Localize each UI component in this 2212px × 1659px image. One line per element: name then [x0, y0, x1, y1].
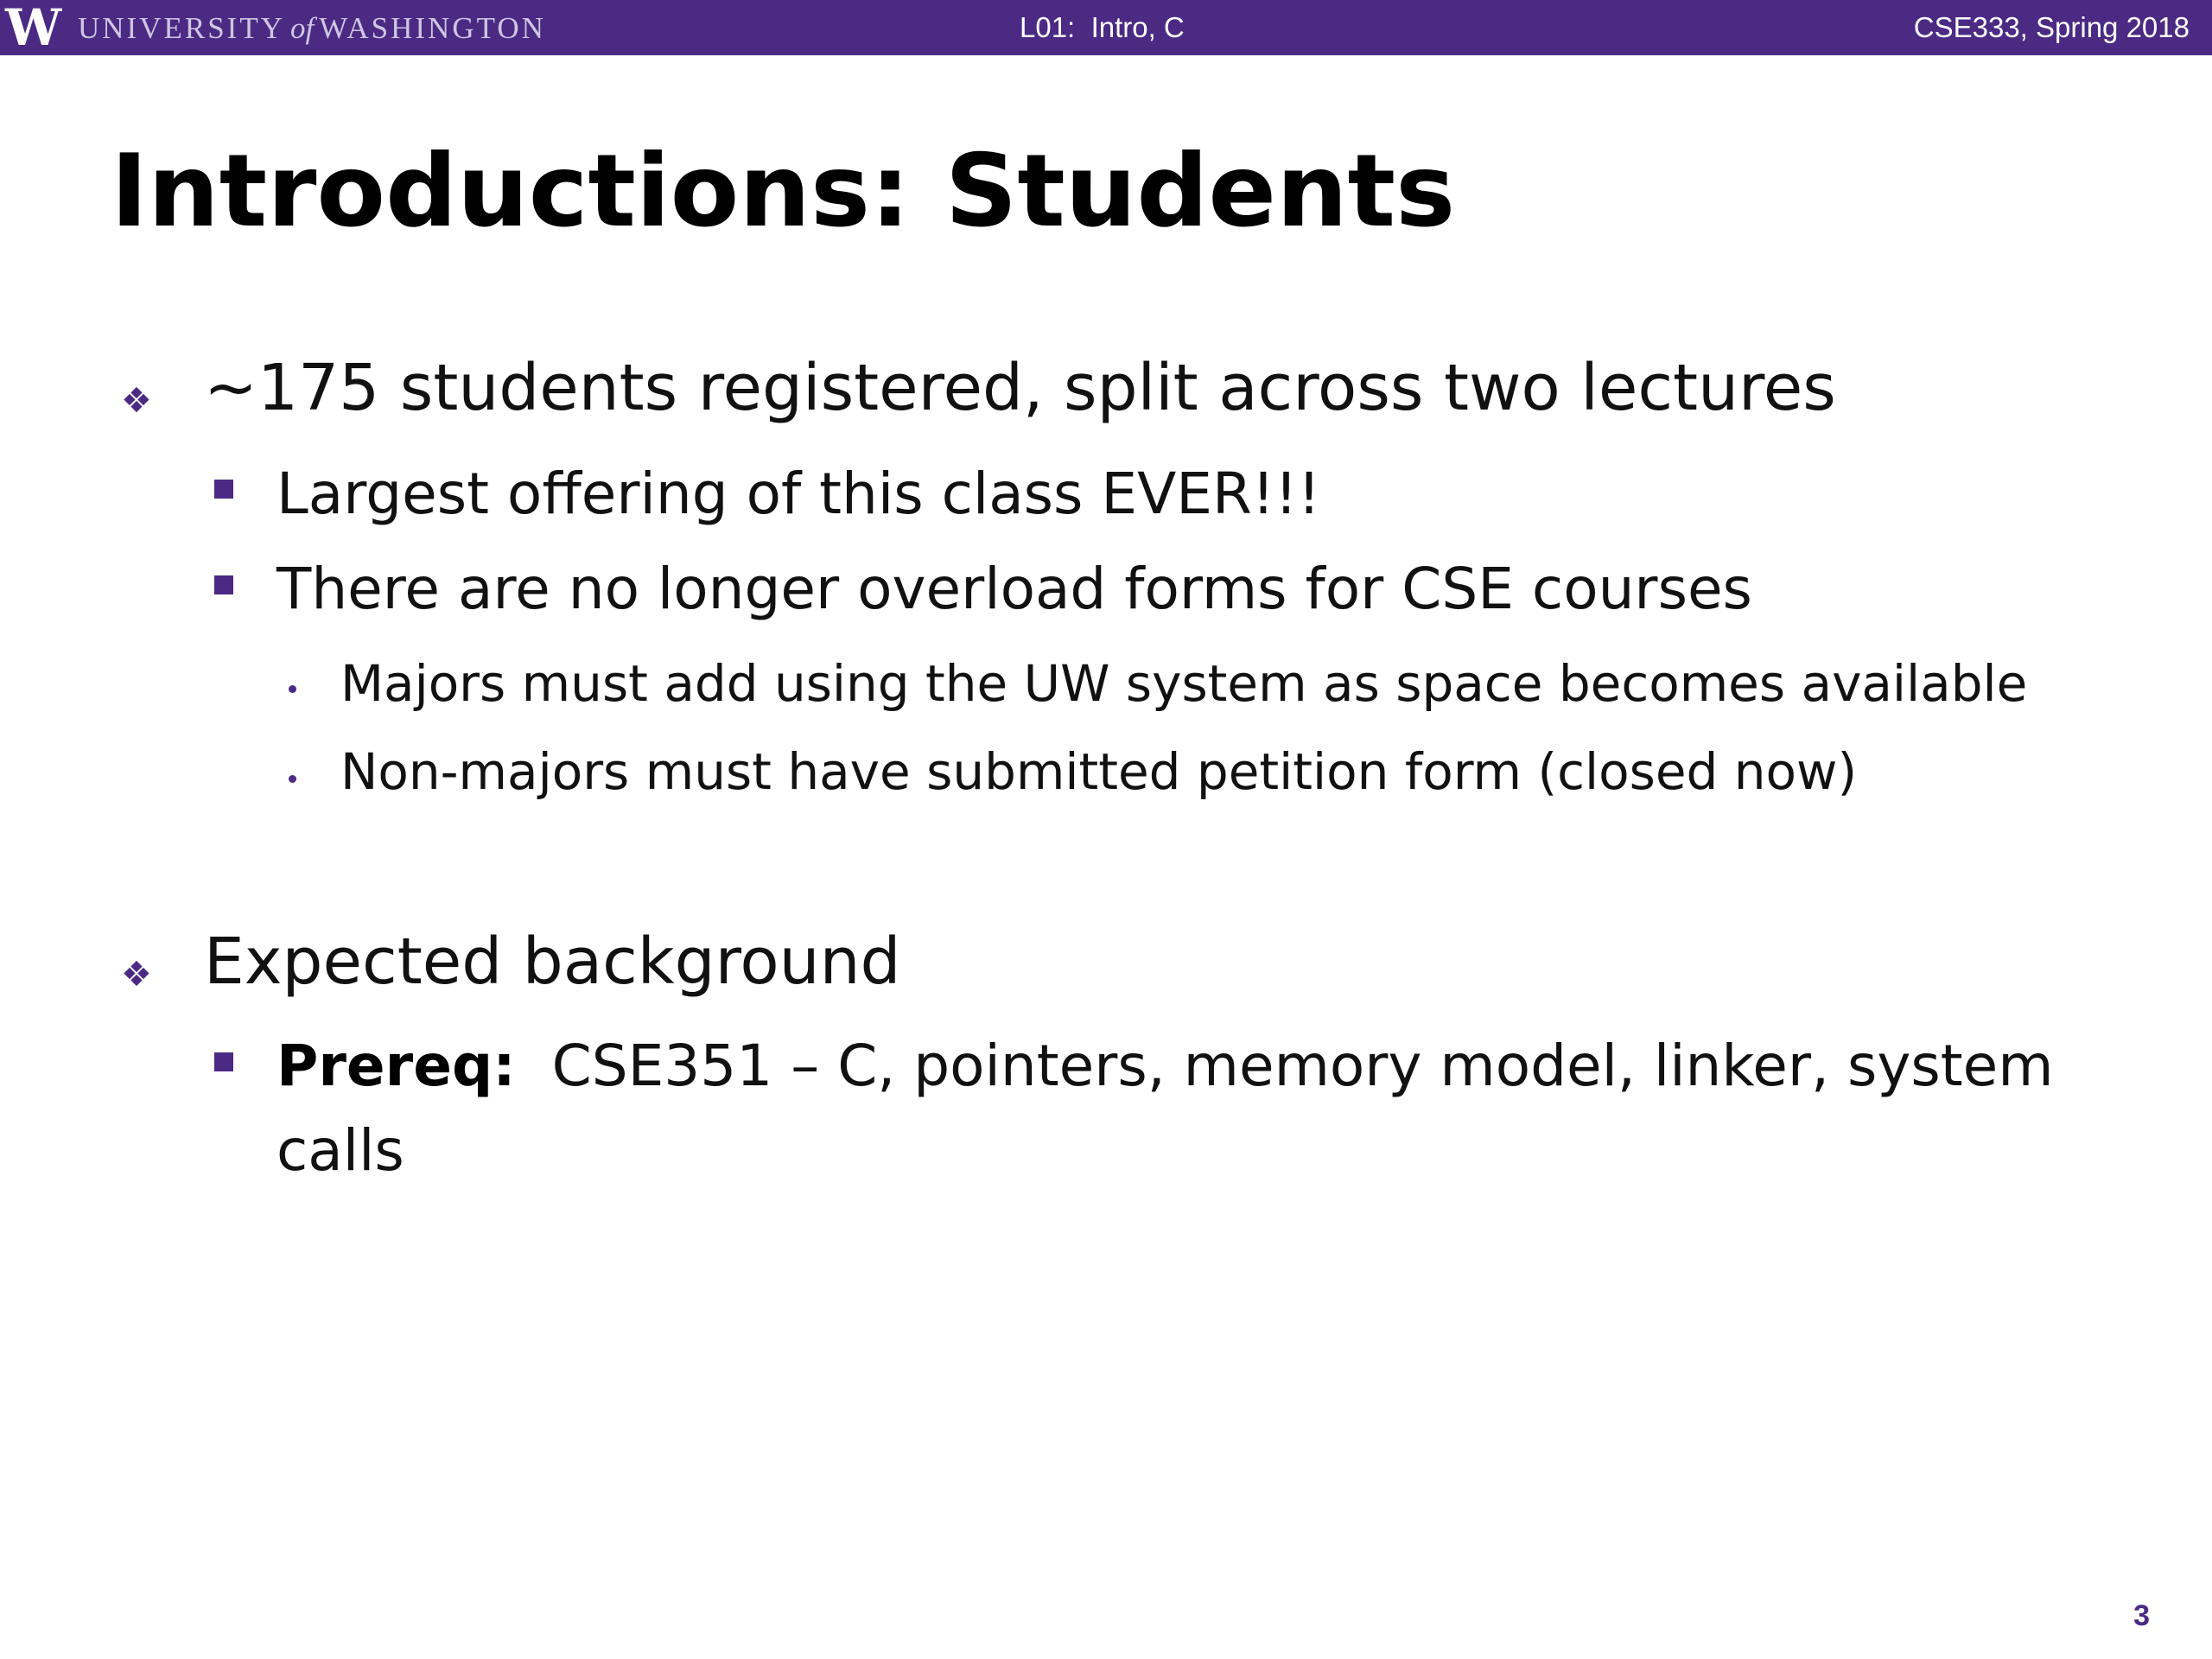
university-name-part1: UNIVERSITY [78, 11, 285, 45]
four-diamond-bullet-icon: ❖ [121, 955, 152, 995]
square-bullet-icon [214, 575, 233, 594]
lecture-label: L01: Intro, C [1020, 11, 1185, 43]
header-bar [0, 0, 2212, 55]
university-name [78, 0, 546, 55]
sub-bullet-overload-forms: There are no longer overload forms for CSE courses [276, 556, 1752, 622]
four-diamond-bullet-icon: ❖ [121, 381, 152, 421]
page-number: 3 [2133, 1599, 2150, 1632]
university-name-of: of [289, 11, 315, 45]
dot-bullet-icon [289, 685, 296, 693]
university-name-part2: WASHINGTON [319, 11, 546, 45]
sub-sub-bullet-non-majors: Non-majors must have submitted petition form (closed now) [340, 742, 1858, 801]
uw-logo-icon: W [5, 0, 62, 57]
prereq-label: Prereq: [276, 1033, 516, 1099]
square-bullet-icon [214, 1052, 233, 1071]
sub-bullet-prereq-continuation: calls [276, 1117, 404, 1184]
sub-bullet-prereq [276, 1032, 2054, 1101]
bullet-students-registered: ~175 students registered, split across two lectures [204, 351, 1836, 425]
sub-sub-bullet-majors: Majors must add using the UW system as space becomes available [340, 654, 2028, 713]
square-bullet-icon [214, 480, 233, 499]
course-label: CSE333, Spring 2018 [1913, 11, 2190, 43]
slide-title: Introductions: Students [111, 133, 1456, 250]
dot-bullet-icon [289, 775, 296, 783]
prereq-text: CSE351 – C, pointers, memory model, linker, system [551, 1033, 2054, 1099]
sub-bullet-largest-offering: Largest offering of this class EVER!!! [276, 461, 1321, 527]
bullet-expected-background: Expected background [204, 925, 901, 999]
